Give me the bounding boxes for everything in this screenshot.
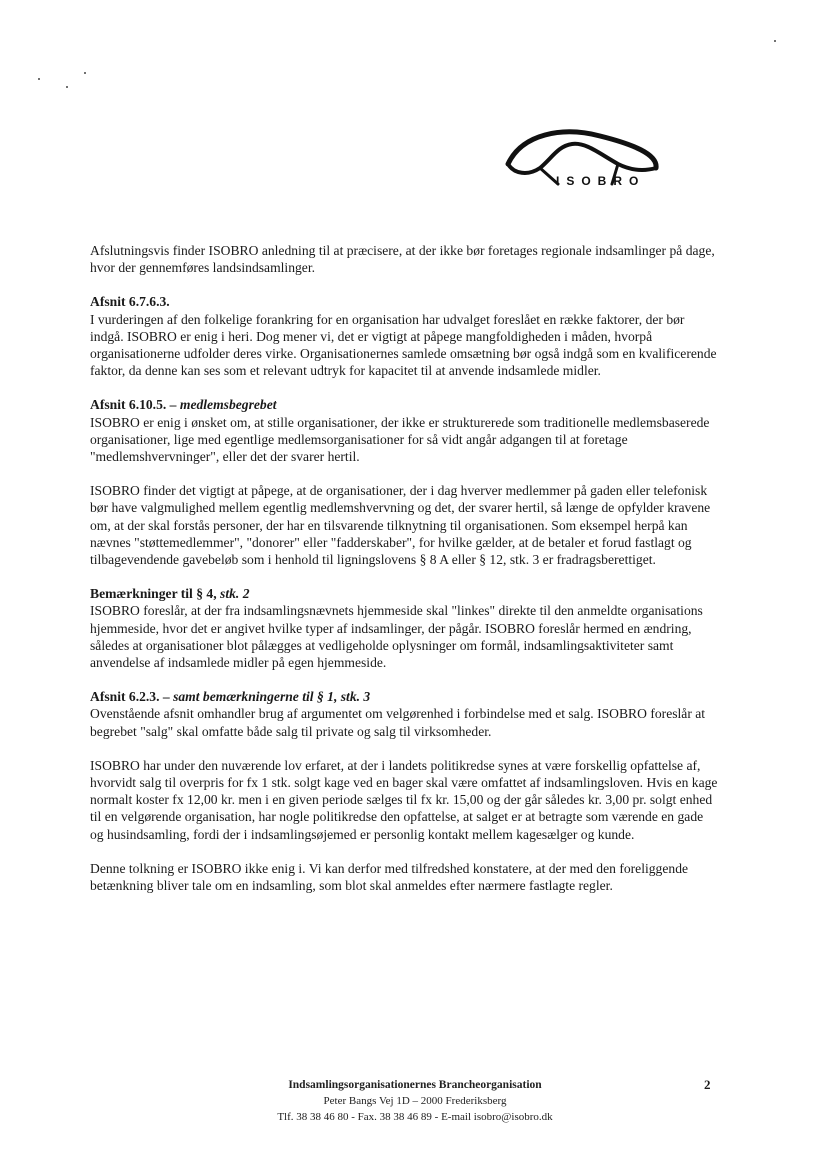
scan-speck: [84, 72, 86, 74]
heading-italic-text: stk. 2: [220, 586, 250, 602]
scan-speck: [774, 40, 776, 42]
letterhead-footer: [150, 1077, 680, 1125]
paragraph: [90, 860, 718, 894]
paragraph: [90, 585, 718, 671]
paragraph: [90, 396, 718, 465]
heading-text: Afsnit 6.7.6.3.: [90, 294, 170, 310]
section-heading: [90, 585, 718, 602]
scan-speck: [38, 78, 40, 80]
paragraph-text: ISOBRO er enig i ønsket om, at stille organisationer, der ikke er strukturerede som traditionelle medlemsbaserede organisationer, lige med egentlige medlemsorganisationer for så vidt angår adgangen til at foretage "medlemshvervninger", eller det der svarer hertil.: [90, 414, 710, 465]
paragraph: [90, 757, 718, 843]
heading-text: Afsnit 6.2.3. –: [90, 689, 174, 705]
letter-body: [90, 242, 718, 911]
footer-contact: Tlf. 38 38 46 80 - Fax. 38 38 46 89 - E-mail isobro@isobro.dk: [277, 1111, 553, 1123]
paragraph-text: ISOBRO har under den nuværende lov erfaret, at der i landets politikredse synes at være forskellig opfattelse af, hvorvidt salg til overpris for fx 1 stk. solgt kage ved en bager skal være omfattet af indsamlingsloven. Hvis en kage normalt koster fx 12,00 kr. men i en given periode sælges til fx kr. 15,00 og der går således kr. 3,00 pr. solgt enhed til en velgørende organisation, har nogle politikredse den opfattelse, at salget er at betragte som værende en gade og husindsamling, fordi der i indsamlingsøjemed er personlig kontakt mellem kagesælger og kunde.: [90, 757, 718, 842]
heading-text: Bemærkninger til § 4,: [90, 586, 221, 602]
paragraph-text: Ovenstående afsnit omhandler brug af argumentet om velgørenhed i forbindelse med et salg. ISOBRO foreslår at begrebet "salg" skal omfatte både salg til private og salg til virksomheder.: [90, 706, 706, 739]
heading-italic-text: medlemsbegrebet: [179, 397, 277, 413]
logo-wordmark: ISOBRO: [556, 174, 646, 188]
scan-speck: [66, 86, 68, 88]
section-heading: [90, 688, 718, 705]
paragraph: [90, 242, 718, 276]
section-heading: [90, 396, 718, 413]
paragraph: [90, 482, 718, 568]
heading-italic-text: samt bemærkningerne til § 1, stk. 3: [173, 689, 371, 705]
paragraph-text: ISOBRO finder det vigtigt at påpege, at de organisationer, der i dag hverver medlemmer på gaden eller telefonisk bør have valgmulighed mellem egentlig medlemshvervning og det, der svarer hertil, så længe de opfylder kravene om, at der skal forstås personer, der har en tilsvarende tilknytning til organisationen. Som eksempel herpå kan nævnes "støttemedlemmer", "donorer" eller "fadderskaber", for hvilke gælder, at de betaler et forud fastlagt og tilbagevendende gavebeløb som i henhold til ligningslovens § 8 A eller § 12, stk. 3 er fradragsberettiget.: [90, 483, 711, 568]
paragraph-text: I vurderingen af den folkelige forankring for en organisation har udvalget foreslået en række faktorer, der bør indgå. ISOBRO er enig i heri. Dog mener vi, det er vigtigt at påpege mangfoldigheden i måden, hvorpå organisationerne udfolder deres virke. Organisationernes samlede omsætning bør også indgå som en kvalificerende faktor, da denne kan ses som et relevant udtryk for kapacitet til at anvende indsamlede midler.: [90, 311, 717, 379]
footer-address: Peter Bangs Vej 1D – 2000 Frederiksberg: [323, 1095, 507, 1107]
paragraph-text: Afslutningsvis finder ISOBRO anledning til at præcisere, at der ikke bør foretages regionale indsamlinger på dage, hvor der gennemføres landsindsamlinger.: [90, 243, 715, 276]
section-heading: [90, 293, 718, 310]
paragraph-text: ISOBRO foreslår, at der fra indsamlingsnævnets hjemmeside skal "linkes" direkte til den anmeldte organisations hjemmeside, hvor det er angivet hvilke typer af indsamlinger, der pågår. ISOBRO foreslår hermed en ændring, således at organisationer blot pålægges at vedligeholde oplysninger om formål, indsamlingsaktiviteter samt anvendelse af indsamlede midler på egen hjemmeside.: [90, 603, 703, 671]
paragraph: [90, 688, 718, 740]
paragraph-text: Denne tolkning er ISOBRO ikke enig i. Vi kan derfor med tilfredshed konstatere, at der med den foreliggende betænkning bliver tale om en indsamling, som blot skal anmeldes efter nærmere fastlagte regler.: [90, 860, 689, 894]
footer-organisation: Indsamlingsorganisationernes Brancheorganisation: [288, 1079, 542, 1091]
paragraph: [90, 293, 718, 379]
heading-text: Afsnit 6.10.5. –: [90, 397, 180, 413]
page-number: 2: [704, 1077, 711, 1092]
